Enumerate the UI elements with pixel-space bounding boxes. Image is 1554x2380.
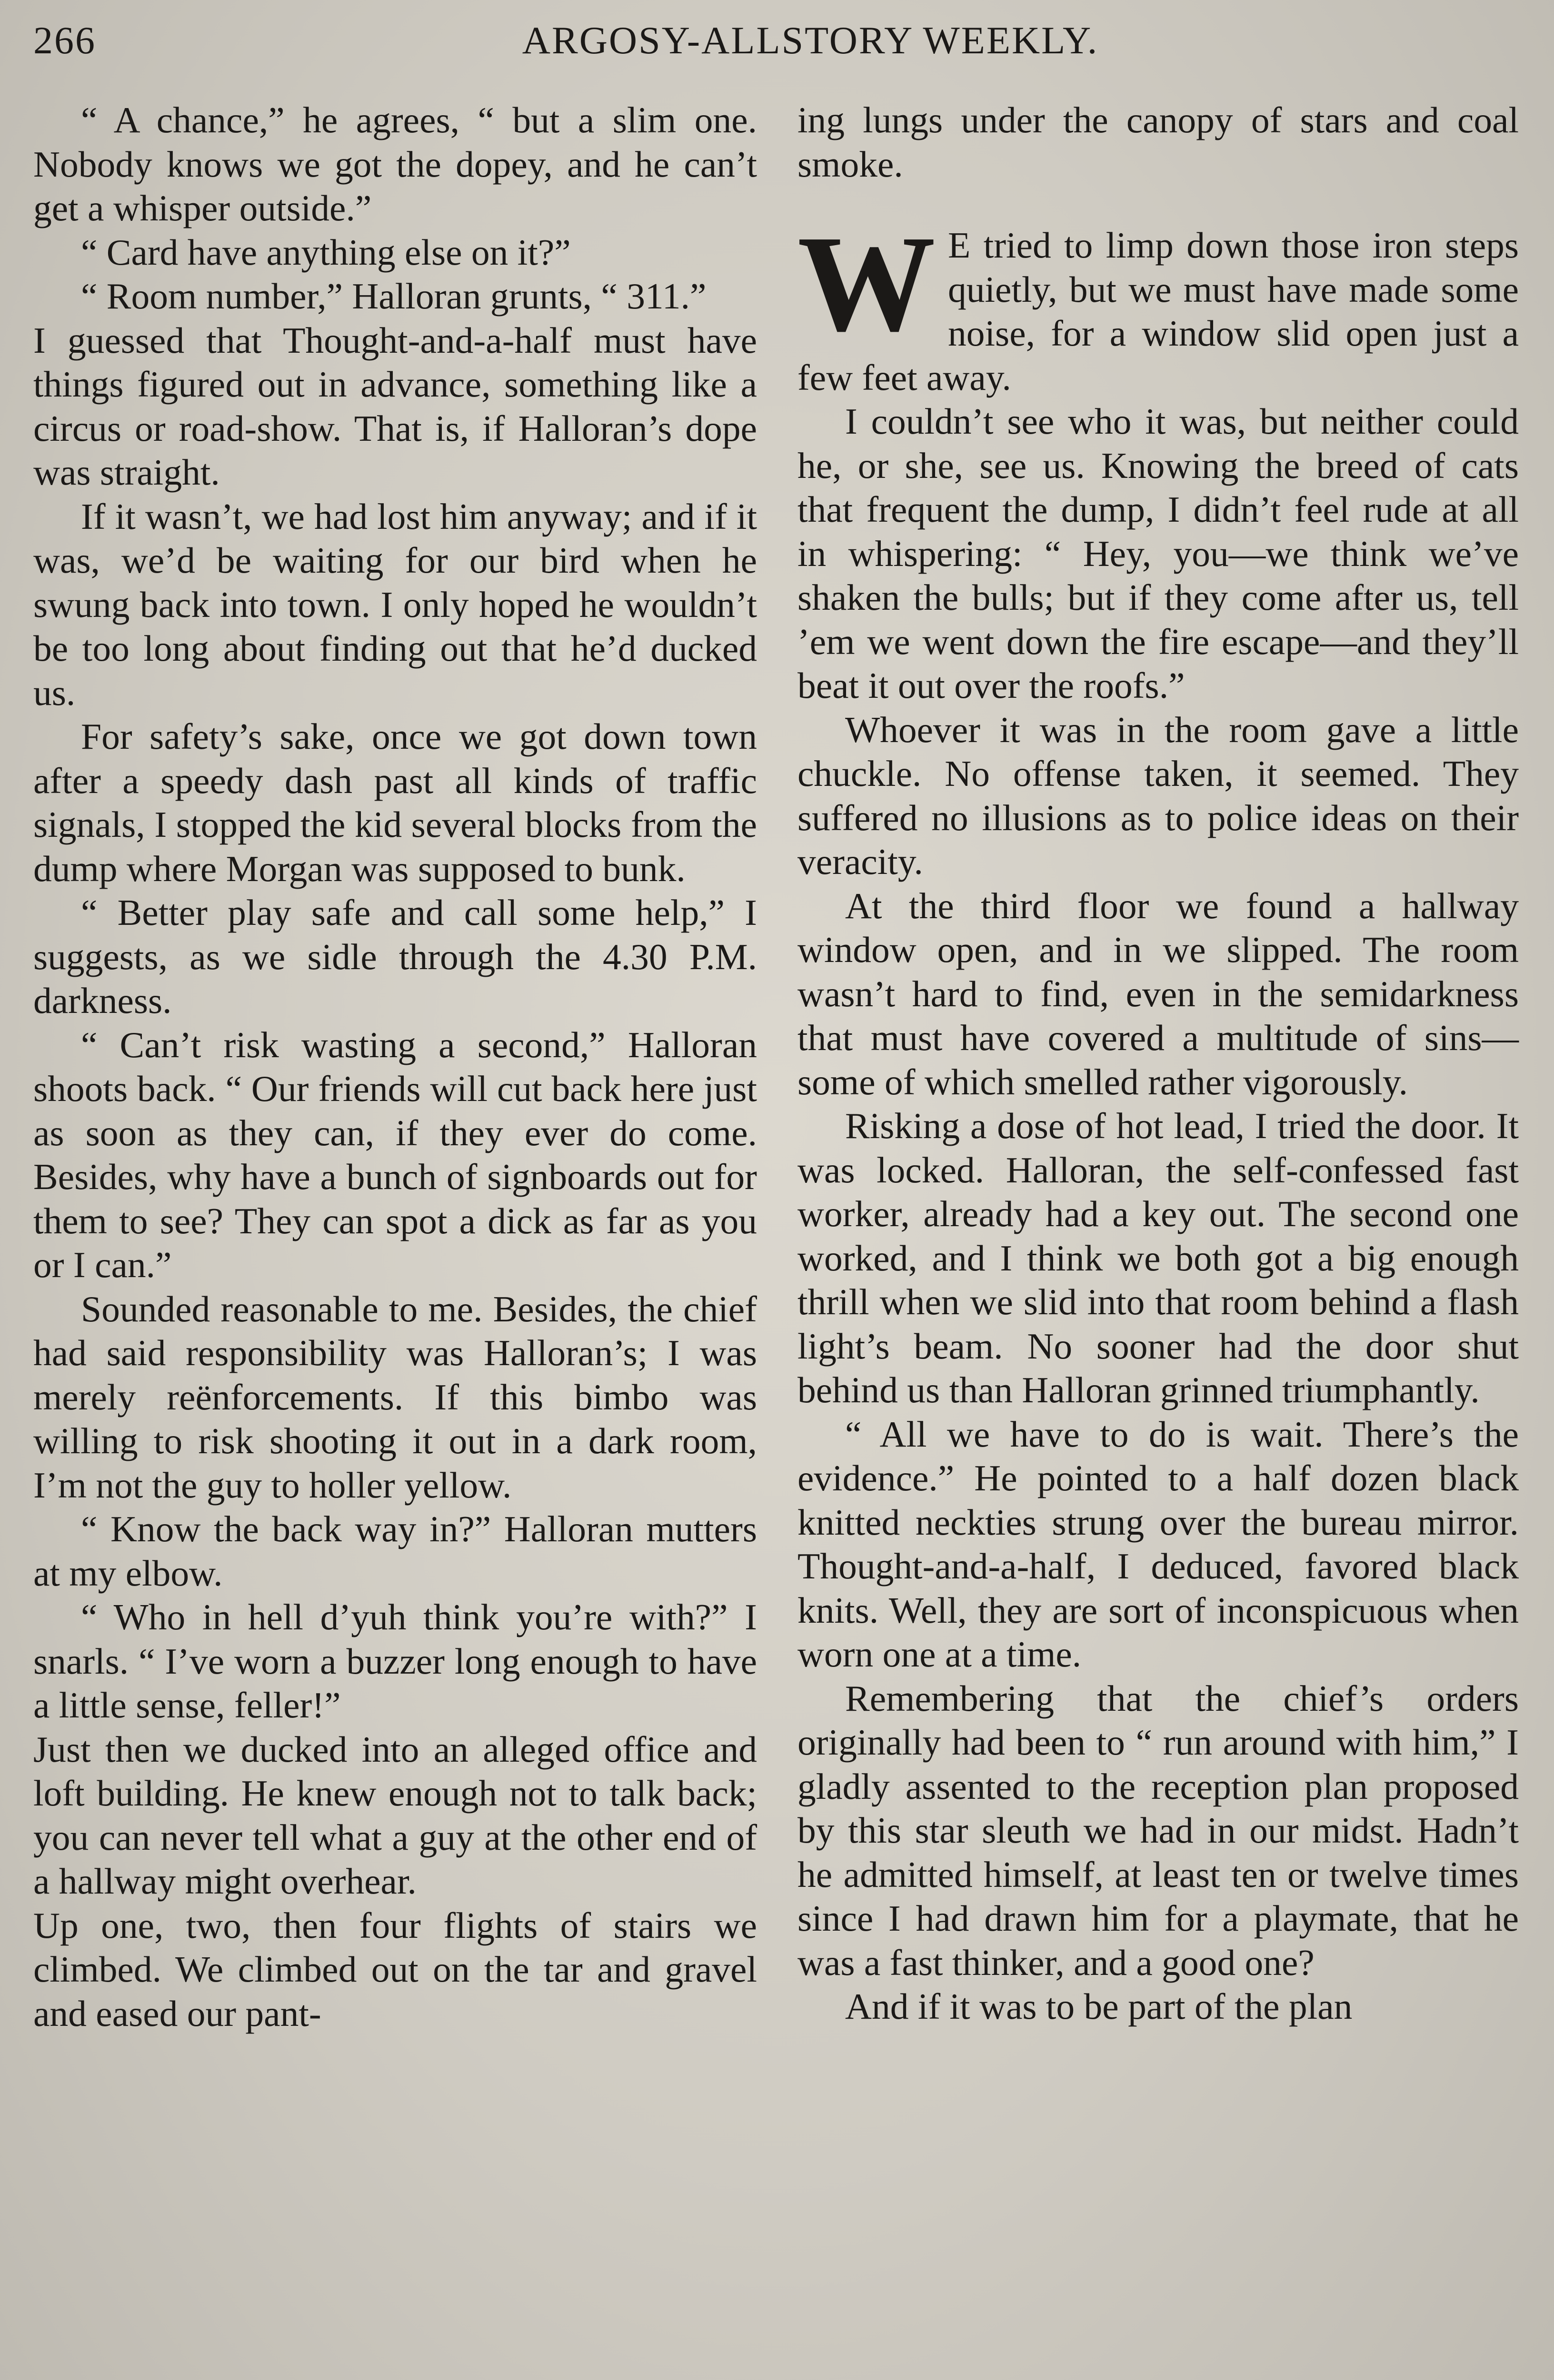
paragraph: “ All we have to do is wait. There’s the evidence.” He pointed to a half dozen black knitted neckties strung over the bureau mirror. Thought-and-a-half, I deduced, favored black knits. Well, they are sort of inconspicuous when worn one at a time. (797, 1413, 1519, 1675)
paragraph: I couldn’t see who it was, but neither could he, or she, see us. Knowing the breed of cats that frequent the dump, I didn’t feel rude at all in whispering: “ Hey, you—we think we’ve shaken the bulls; but if they come after us, tell ’em we went down the fire escape—and they’ll beat it out over the roofs.” (797, 401, 1519, 706)
paragraph: Risking a dose of hot lead, I tried the door. It was locked. Halloran, the self-confessed fast worker, already had a key out. The second one worked, and I think we both got a big enough thrill when we slid into that room behind a flash light’s beam. No sooner had the door shut behind us than Halloran grinned triumphantly. (797, 1105, 1519, 1410)
paragraph: And if it was to be part of the plan (845, 1986, 1353, 2027)
paragraph: “ A chance,” he agrees, “ but a slim one. Nobody knows we got the dopey, and he can’t get a whisper outside.” (33, 99, 757, 228)
paragraph: Up one, two, then four flights of stairs we climbed. We climbed out on the tar and gravel and eased our pant- (33, 1904, 757, 2034)
paragraph: “ Can’t risk wasting a second,” Halloran shoots back. “ Our friends will cut back here just as soon as they can, if they ever do come. Besides, why have a bunch of signboards out for them to see? They can spot a dick as far as you or I can.” (33, 1024, 757, 1285)
paragraph: At the third floor we found a hallway window open, and in we slipped. The room wasn’t hard to find, even in the semidarkness that must have covered a multitude of sins—some of which smelled rather vigorously. (797, 885, 1519, 1102)
paragraph: “ Card have anything else on it?” (81, 231, 571, 273)
drop-cap-paragraph (797, 207, 1519, 399)
right-column (797, 98, 1519, 2029)
running-head: ARGOSY-ALLSTORY WEEKLY. (522, 19, 1099, 62)
paragraph: Remembering that the chief’s orders originally had been to “ run around with him,” I gladly assented to the reception plan proposed by this star sleuth we had in our midst. Hadn’t he admitted himself, at least ten or twelve times since I had drawn him for a playmate, that he was a fast thinker, and a good one? (797, 1677, 1519, 1983)
drop-cap-text: E tried to limp down those iron steps quietly, but we must have made some noise, for a window slid open just a few feet away. (797, 225, 1519, 398)
paragraph: I guessed that Thought-and-a-half must have things figured out in advance, something like a circus or road-show. That is, if Halloran’s dope was straight. (33, 319, 757, 493)
paragraph: “ Better play safe and call some help,” I suggests, as we sidle through the 4.30 P.M. darkness. (33, 892, 757, 1021)
page-header (33, 9, 1521, 80)
paragraph: For safety’s sake, once we got down town after a speedy dash past all kinds of traffic signals, I stopped the kid several blocks from the dump where Morgan was supposed to bunk. (33, 716, 757, 889)
paragraph: “ Room number,” Halloran grunts, “ 311.” (81, 276, 707, 317)
paragraph: If it wasn’t, we had lost him anyway; and if it was, we’d be waiting for our bird when he swung back into town. I only hoped he wouldn’t be too long about finding out that he’d ducked us. (33, 496, 757, 713)
paragraph: “ Who in hell d’yuh think you’re with?” I snarls. “ I’ve worn a buzzer long enough to have a little sense, feller!” (33, 1597, 757, 1726)
page-number: 266 (33, 19, 96, 62)
left-column (33, 98, 757, 2035)
paragraph-continuation: ing lungs under the canopy of stars and coal smoke. (797, 99, 1519, 185)
drop-cap: W (797, 207, 936, 360)
paragraph: Sounded reasonable to me. Besides, the chief had said responsibility was Halloran’s; I was merely reënforcements. If this bimbo was willing to risk shooting it out in a dark room, I’m not the guy to holler yellow. (33, 1288, 757, 1506)
paragraph: Just then we ducked into an alleged office and loft building. He knew enough not to talk back; you can never tell what a guy at the other end of a hallway might overhear. (33, 1728, 757, 1902)
paragraph: “ Know the back way in?” Halloran mutters at my elbow. (33, 1508, 757, 1594)
paragraph: Whoever it was in the room gave a little chuckle. No offense taken, it seemed. They suffered no illusions as to police ideas on their veracity. (797, 709, 1519, 882)
